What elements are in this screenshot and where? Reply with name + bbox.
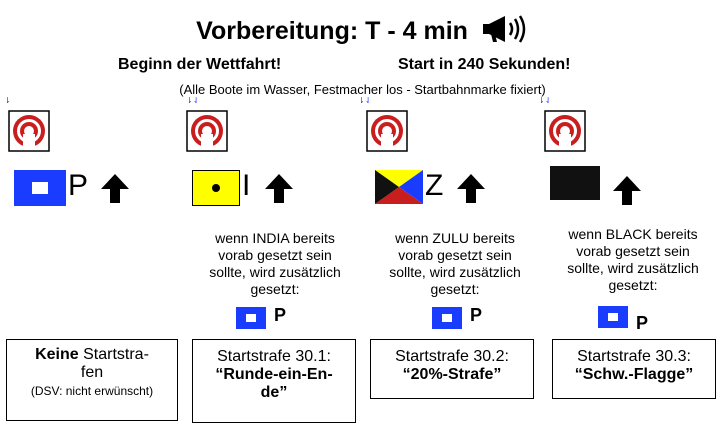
title-text: Vorbereitung: T - 4 min	[196, 17, 468, 46]
condition-line: vorab gesetzt sein	[218, 247, 332, 263]
condition-line: sollte, wird zusätzlich	[209, 264, 341, 280]
small-flag-letter: P	[636, 313, 649, 333]
flag-letter: P	[68, 169, 89, 202]
box-bold-text: Keine	[35, 346, 79, 363]
condition-line: gesetzt:	[608, 277, 658, 293]
box-bold-text: “Schw.-Flagge”	[574, 366, 694, 383]
page-title	[0, 14, 725, 51]
small-flag-letter: P	[470, 305, 483, 325]
box-text: Startstrafe 30.3:	[577, 348, 691, 365]
condition-line: gesetzt:	[430, 281, 480, 297]
box-text: Startstrafe 30.1:	[217, 348, 331, 365]
subtitle-left: Beginn der Wettfahrt!	[118, 56, 282, 73]
small-flag-papa	[598, 306, 628, 328]
condition-line: gesetzt:	[250, 281, 300, 297]
up-arrow-icon	[456, 172, 486, 204]
flag-india	[192, 170, 240, 206]
penalty-box-none	[6, 339, 178, 421]
flag-zulu	[375, 170, 423, 204]
anchor-mark: ⇂⇃	[538, 96, 552, 105]
box-bold-text: “Runde-ein-En-	[215, 366, 333, 383]
crew-signal-icon	[186, 110, 228, 152]
subtitle-right: Start in 240 Sekunden!	[398, 56, 571, 73]
flag-papa	[14, 170, 66, 206]
condition-line: sollte, wird zusätzlich	[389, 264, 521, 280]
small-flag-papa	[236, 307, 266, 329]
condition-line: vorab gesetzt sein	[398, 247, 512, 263]
small-flag-letter: P	[274, 305, 287, 325]
note-text: (Alle Boote im Wasser, Festmacher los - Startbahnmarke fixiert)	[179, 82, 546, 97]
condition-india	[190, 230, 360, 298]
megaphone-icon	[481, 14, 529, 51]
penalty-box-30-1	[192, 339, 356, 423]
box-text: Startstrafe 30.2:	[395, 348, 509, 365]
anchor-mark: ⇂⇃	[186, 96, 200, 105]
condition-line: wenn INDIA bereits	[215, 230, 335, 246]
box-bold-text: de”	[260, 384, 288, 401]
box-text: Startstra-	[78, 346, 149, 363]
condition-zulu	[370, 230, 540, 298]
condition-line: vorab gesetzt sein	[576, 243, 690, 259]
crew-signal-icon	[544, 110, 586, 152]
anchor-mark: ⇂⇃	[358, 96, 372, 105]
penalty-box-30-3	[552, 339, 716, 399]
up-arrow-icon	[100, 172, 130, 204]
up-arrow-icon	[612, 174, 642, 206]
up-arrow-icon	[264, 172, 294, 204]
small-flag-papa	[432, 307, 462, 329]
condition-line: wenn BLACK bereits	[568, 226, 698, 242]
condition-line: wenn ZULU bereits	[395, 230, 515, 246]
condition-black	[548, 226, 718, 294]
flag-black	[550, 166, 600, 200]
box-text: fen	[80, 364, 104, 381]
penalty-box-30-2	[370, 339, 534, 399]
anchor-mark: ⇂	[4, 96, 11, 105]
crew-signal-icon	[366, 110, 408, 152]
flag-letter: I	[242, 169, 251, 202]
crew-signal-icon	[8, 110, 50, 152]
condition-line: sollte, wird zusätzlich	[567, 260, 699, 276]
flag-letter: Z	[425, 169, 444, 202]
box-bold-text: “20%-Strafe”	[402, 366, 502, 383]
box-note: (DSV: nicht erwünscht)	[30, 384, 154, 398]
